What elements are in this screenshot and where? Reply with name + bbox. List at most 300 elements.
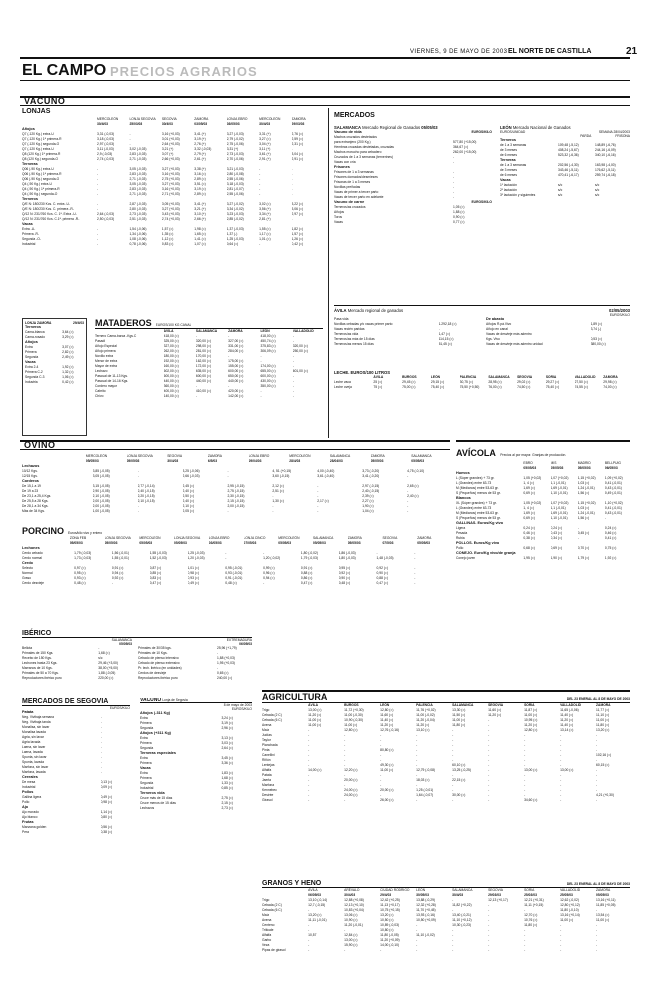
cell-value: - xyxy=(380,783,382,787)
cell-value: VALLADOLID xyxy=(560,888,581,892)
cell-value: 1,55 (-0,01) xyxy=(111,556,129,560)
cell-value: 1,41 (=) xyxy=(194,237,206,241)
cell-value: 2,75 (+0,03) xyxy=(161,177,180,181)
cell-value: 74,50 (=) xyxy=(517,385,531,389)
cell-value: - xyxy=(596,773,598,777)
cell-value: - xyxy=(137,509,139,513)
cell-value: 11,00 (-0,02) xyxy=(416,713,435,717)
cell-value: 10,30 (-0,23) xyxy=(452,923,471,927)
cell-value: 05/05/03 xyxy=(312,541,326,545)
cell-value: 1,69 (-0,01) xyxy=(550,511,568,515)
cell-value: 2,81 (-0,07) xyxy=(226,187,244,191)
cell-value: - xyxy=(100,755,102,759)
row-label: Vacas xyxy=(334,220,343,224)
cell-value: 0,45 (=) xyxy=(577,531,590,535)
zamora-title: LONJA ZAMORA xyxy=(25,321,52,325)
cell-value: - xyxy=(596,943,598,947)
cell-value: 1.292,18 (=) xyxy=(438,322,457,326)
row-label: Ajo morado xyxy=(22,810,39,814)
row-label: Hembras cruzadas destetadas, cruzadas xyxy=(334,145,394,149)
cell-value: 0,69 (=) xyxy=(523,516,535,520)
cell-value: LEÓN xyxy=(416,888,426,892)
cell-value: - xyxy=(260,394,262,398)
cell-value: - xyxy=(488,748,490,752)
cell-value: - xyxy=(263,581,265,585)
row-label: Q06 (-90 Kg.) segunda-O xyxy=(22,177,60,181)
cell-value: MIS xyxy=(550,461,557,465)
group-label: Terneros xyxy=(500,138,516,142)
row-label: Primales de 30/35 kgs. xyxy=(138,646,172,650)
cell-value: - xyxy=(416,748,418,752)
row-label: Ligera xyxy=(456,526,466,530)
cell-value: BURGOS xyxy=(344,703,359,707)
cell-value: 0,41 (-0,01) xyxy=(604,506,622,510)
cell-value: 2,27 (=) xyxy=(362,499,374,503)
table-row xyxy=(22,242,322,247)
cell-value: - xyxy=(317,494,319,498)
cell-value: 1,25 (-0,03) xyxy=(226,237,244,241)
leon-vacas-title: Vacas xyxy=(500,178,511,182)
avila-rows xyxy=(334,317,478,347)
cell-value: 2,10 (=) xyxy=(182,504,194,508)
cell-value: 1,25 (-0,01) xyxy=(416,788,434,792)
cell-value: 0,43 (-0,01) xyxy=(604,486,622,490)
cell-value: 2,50 (-0,03) xyxy=(97,217,115,221)
cell-value: 05/05/03 xyxy=(278,541,292,545)
row-label: Reproductores ibérico puro xyxy=(138,676,178,680)
cell-value: 2,80 (-0,03) xyxy=(129,207,147,211)
cell-value: 320,00 (=) xyxy=(292,344,308,348)
zamora-date: 29/4/03 xyxy=(73,321,84,325)
row-label: Avena xyxy=(262,723,272,727)
cell-value: 3,07 (=) xyxy=(62,345,74,349)
cell-value: - xyxy=(524,938,526,942)
cell-value: 2,10 (-0,05) xyxy=(92,494,110,498)
row-label: de 6 meses xyxy=(500,153,518,157)
cell-value: - xyxy=(344,753,346,757)
cell-value: 2,66 (-0,03) xyxy=(182,474,200,478)
cell-value: 13,20 (=) xyxy=(596,728,610,732)
cell-value: 3,05 (-0,05) xyxy=(92,474,110,478)
cell-value: 18,03 (=) xyxy=(416,778,430,782)
cell-value: 1,17 (=) xyxy=(259,232,271,236)
cell-value: PALENCIA xyxy=(459,375,477,379)
row-label: Planchada xyxy=(262,743,278,747)
cell-value: 2,40 (-0,15) xyxy=(362,489,380,493)
cell-value: - xyxy=(291,147,293,151)
table-row xyxy=(334,342,478,347)
cell-value: 1,95 (=) xyxy=(523,556,535,560)
cell-value: 3,41 (-0,20) xyxy=(362,474,380,478)
cell-value: 2,50 (=) xyxy=(182,494,194,498)
table-row xyxy=(22,509,450,514)
cell-value: - xyxy=(453,155,455,159)
row-label: Gallina ligera xyxy=(22,795,42,799)
cell-value: - xyxy=(452,743,454,747)
cell-value: 3,29 (=) xyxy=(62,335,74,339)
cell-value: 11,13 (+0,17) xyxy=(380,903,400,907)
row-label: Q/E N: 180/230 Kcs. C. primera -R- xyxy=(22,207,74,211)
cell-value: 440,00 (=) xyxy=(195,379,212,383)
cell-value: - xyxy=(453,160,455,164)
cell-value: 4,75 (-0,10) xyxy=(407,469,425,473)
row-label: Pascual de 11-13 Kgs. xyxy=(95,374,128,378)
cell-value: ZAMORA xyxy=(228,329,243,333)
row-label: Cerdo cebado xyxy=(22,551,43,555)
group-label: CONEJO. Euro/Kg vivo/de granja xyxy=(456,551,516,555)
row-label: Novillas preñadas xyxy=(334,185,361,189)
cell-value: - xyxy=(560,748,562,752)
cell-value: 600,00 (=) xyxy=(163,374,179,378)
cell-value: - xyxy=(488,788,490,792)
cell-value: 2,64 (+0,03) xyxy=(161,142,180,146)
cell-value: 1,01 (=) xyxy=(259,237,271,241)
cell-value: - xyxy=(292,374,294,378)
cell-value: 30/4/03 xyxy=(259,122,271,126)
cell-value: 350,00 (=) xyxy=(260,384,276,388)
cell-value: SEGOVIA xyxy=(488,703,504,707)
salamanca-unit: EUROS/KILO xyxy=(471,130,492,134)
cell-value: 1,00 (-0,05) xyxy=(92,509,110,513)
cell-value: 29/03/03 xyxy=(291,122,305,126)
cell-value: 3,01 (+0,03) xyxy=(161,137,180,141)
cell-value: - xyxy=(560,763,562,767)
row-label: Graso xyxy=(22,576,31,580)
cell-value: 29,98 (=) xyxy=(603,380,617,384)
cell-value: 03/05/03 xyxy=(208,541,222,545)
cell-value: 1,88 (-0,05) xyxy=(98,671,116,675)
cell-value: - xyxy=(380,738,382,742)
cell-value: - xyxy=(452,938,454,942)
row-label: Laena, sin lavar xyxy=(22,745,46,749)
cell-value: 0,99 (=) xyxy=(263,566,275,570)
leche-title: LECHE. EUROS/100 LITROS xyxy=(334,370,391,375)
row-label: Q/12 N: 231/760 Kcs. C.1ª. primera -R- xyxy=(22,217,80,221)
cell-value: - xyxy=(129,142,131,146)
row-label: Extra xyxy=(25,345,33,349)
row-label: Conejo joven xyxy=(456,556,476,560)
cell-value: - xyxy=(596,778,598,782)
row-label: Primera xyxy=(140,721,152,725)
leon-vacas-rows xyxy=(500,183,630,198)
cell-value: 2,61 (+) xyxy=(194,157,206,161)
masthead-paper: EL NORTE DE CASTILLA xyxy=(508,48,592,55)
cell-value: 2,51 (-0,03) xyxy=(129,217,147,221)
cell-value: 2,55 (-0,06) xyxy=(226,177,244,181)
table-row xyxy=(456,491,630,496)
cell-value: 30,75 (=) xyxy=(459,380,473,384)
cell-value: - xyxy=(259,177,261,181)
cell-value: - xyxy=(596,738,598,742)
row-label: Pascual de 14-16 Kgs. xyxy=(95,379,129,383)
row-label: Recebo de 150 Kgs. xyxy=(22,656,52,660)
cell-value: 0,47 (=) xyxy=(376,581,388,585)
row-label: Ternero Cama-barca -Kgs.C xyxy=(95,334,137,338)
cell-value: 13,14 (=) xyxy=(560,728,574,732)
cell-value: 2,20 (-0,15) xyxy=(137,494,155,498)
row-label: S (Pequeños) menos de 53 gr. xyxy=(456,516,501,520)
cell-value: 176,62 (-5,11) xyxy=(595,168,616,172)
cell-value: 30/4/03 xyxy=(97,122,109,126)
cell-value: - xyxy=(414,556,416,560)
avila-title: ÁVILA xyxy=(334,308,347,313)
salamanca-subtitle: Mercado Regional de Ganados xyxy=(362,125,421,130)
cell-value: 0,94 (=) xyxy=(263,576,275,580)
cell-value: 1,20 (-0,02) xyxy=(263,556,281,560)
cell-value: 1,10 (+0,02) xyxy=(604,501,623,505)
row-label: Vacas recién paridas xyxy=(334,327,365,331)
cell-value: s/c xyxy=(595,193,600,197)
cell-value: - xyxy=(308,783,310,787)
row-label: Cruce más de 15 días xyxy=(140,796,173,800)
cell-value: 1,65 (=) xyxy=(194,232,206,236)
cell-value: - xyxy=(596,768,598,772)
cell-value: - xyxy=(488,908,490,912)
avicola-title: AVÍCOLA xyxy=(456,448,496,458)
cell-value: 11,20 (-0,04) xyxy=(416,718,435,722)
cell-value: 1,26 (=) xyxy=(291,237,304,241)
cell-value: MADRID xyxy=(577,461,591,465)
cell-value: - xyxy=(344,748,346,752)
row-label: Q7 (-120 Kg.) 1ª primera-R xyxy=(22,137,62,141)
cell-value: 3,06 (=) xyxy=(291,207,304,211)
cell-value: - xyxy=(453,175,455,179)
cell-value: - xyxy=(488,923,490,927)
row-label: Trigo xyxy=(262,708,270,712)
cell-value: - xyxy=(524,748,526,752)
cell-value: - xyxy=(100,735,102,739)
cell-value: 3,16 (+0,03) xyxy=(161,187,180,191)
row-label: Añojo primera xyxy=(95,349,116,353)
row-label: Extra xyxy=(140,771,148,775)
cell-value: 24,00 (=) xyxy=(344,788,358,792)
cell-value: - xyxy=(453,170,455,174)
row-label: de 3 meses xyxy=(500,148,518,152)
cell-value: 0,46 (=) xyxy=(604,531,617,535)
cell-value: LONJA EBRO xyxy=(208,536,230,540)
row-label: Extra xyxy=(140,736,148,740)
cell-value: 10,50 (+0,09) xyxy=(416,918,436,922)
cell-value: 29,02 (=) xyxy=(517,380,531,384)
cell-value: - xyxy=(488,798,490,802)
cell-value: 220,00 (=) xyxy=(98,676,114,680)
cell-value: - xyxy=(97,187,99,191)
cell-value: LONJA SEGOVIA xyxy=(174,536,201,540)
table-row xyxy=(95,394,323,399)
table-row xyxy=(22,785,130,790)
cell-value: 1,07 (+0,02) xyxy=(550,476,569,480)
vacuno-lonjas-table xyxy=(22,117,322,247)
cell-value: 440,00 (=) xyxy=(228,379,244,383)
cell-value: VALLADOLID xyxy=(560,703,582,707)
cell-value: - xyxy=(596,938,598,942)
vacuno-segovia-title: VACUNO xyxy=(140,698,162,702)
group-label: GALLINAS. Euros/Kg vivo xyxy=(456,521,504,525)
cell-value: - xyxy=(488,933,490,937)
cell-value: 298,00 (=) xyxy=(195,344,212,348)
row-label: Cerdos de desvieje xyxy=(138,671,167,675)
cell-value: 24,00 (=) xyxy=(344,793,358,797)
cell-value: 3,19 (=) xyxy=(194,187,206,191)
cell-value: MERCOLEÓN xyxy=(278,536,300,540)
cell-value: - xyxy=(596,743,598,747)
cell-value: 11,20 (=) xyxy=(308,713,322,717)
group-label: Vacas xyxy=(25,360,36,364)
cell-value: - xyxy=(259,172,261,176)
cell-value: 0,41 (-0,01) xyxy=(604,481,622,485)
porcino-section xyxy=(22,526,450,586)
group-label: Pollos xyxy=(22,790,34,794)
cell-value: 3,32 (-0,03) xyxy=(194,147,212,151)
row-label: Reproductores ibérico puro xyxy=(22,676,62,680)
cell-value: - xyxy=(560,933,562,937)
row-label: Marfona xyxy=(262,783,275,787)
cell-value: - xyxy=(308,733,310,737)
cell-value: - xyxy=(560,928,562,932)
cell-value: 577,80 (+15,00) xyxy=(453,140,477,144)
row-label: XL (Súper grandes) + 73 gr. xyxy=(456,501,497,505)
row-label: Cordero mayor xyxy=(95,384,117,388)
row-label: 12/15 Kgs. xyxy=(22,474,38,478)
cell-value: 12,80 (=) xyxy=(524,728,538,732)
cell-value: 155,00 (=) xyxy=(228,364,244,368)
cell-value: - xyxy=(228,384,230,388)
cell-value: 1,34 (-0,06) xyxy=(129,232,147,236)
cell-value: - xyxy=(308,938,310,942)
cell-value: 430,00 (=) xyxy=(260,379,276,383)
cell-value: 0,98 (=) xyxy=(187,571,199,575)
cell-value: 11,87 (=) xyxy=(524,708,538,712)
cell-value: 2,81 (+) xyxy=(259,217,271,221)
cell-value: 13,25 (-0,25) xyxy=(452,768,471,772)
row-label: Garbo xyxy=(262,938,272,942)
cell-value: - xyxy=(260,389,262,393)
row-label: Pollo xyxy=(22,800,30,804)
cell-value: 3,43 (+0,03) xyxy=(161,212,180,216)
cell-value: 600,00 (=) xyxy=(195,374,212,378)
cell-value: 170,00 (=) xyxy=(195,354,212,358)
cell-value: 2,89 (=) xyxy=(194,192,206,196)
cell-value: LEÓN xyxy=(260,329,270,333)
row-label: Terneros/as más de 15 días xyxy=(334,337,375,341)
cell-value: 13,20 (=) xyxy=(380,913,394,917)
cell-value: - xyxy=(560,753,562,757)
cell-value: 2,97 (-0,03) xyxy=(97,142,115,146)
leon-title: LEÓN xyxy=(500,125,512,130)
row-label: Lechazo xyxy=(95,369,108,373)
cell-value: 2,00 (-0,15) xyxy=(227,504,245,508)
cell-value: 1,88 (=) xyxy=(453,210,465,214)
cell-value: - xyxy=(291,182,293,186)
row-label: Pasadi xyxy=(95,339,106,343)
cell-value: - xyxy=(524,778,526,782)
cell-value: 1,89 (=) xyxy=(590,322,603,326)
cell-value: 2,87 (-0,03) xyxy=(129,202,147,206)
group-label: Patata xyxy=(22,710,34,714)
iberico-right-rows xyxy=(138,646,252,681)
row-label: 10/12 Kgs. xyxy=(22,469,38,473)
cell-value: 0,95 (-0,01) xyxy=(225,566,243,570)
cell-value: 26,00 (=) xyxy=(380,798,394,802)
cell-value: - xyxy=(292,359,294,363)
cell-value: 655,00 (=) xyxy=(260,369,276,373)
cell-value: 03/05/03 xyxy=(226,122,240,126)
cell-value: - xyxy=(416,743,418,747)
row-label: Añojos R.pá.Vivo xyxy=(486,322,512,326)
cell-value: - xyxy=(416,763,418,767)
cell-value: - xyxy=(524,943,526,947)
cell-value: - xyxy=(488,783,490,787)
row-label: Rubia xyxy=(456,536,465,540)
cell-value: - xyxy=(488,728,490,732)
cell-value: 3,64 (=) xyxy=(62,330,74,334)
cell-value: - xyxy=(560,778,562,782)
cell-value: - xyxy=(195,394,197,398)
cell-value: 29,45 (=) xyxy=(402,380,416,384)
cell-value: 440,00 (=) xyxy=(163,379,179,383)
cell-value: - xyxy=(227,469,229,473)
cell-value: 0,90 (=) xyxy=(376,571,388,575)
cell-value: 1,90 (=) xyxy=(362,504,374,508)
cell-value: 3,61 (-0,40) xyxy=(317,474,335,478)
cell-value: 3,38 (+) xyxy=(194,167,206,171)
cell-value: - xyxy=(344,783,346,787)
leche-rows xyxy=(334,375,630,390)
cell-value: - xyxy=(308,748,310,752)
row-label: Q8 (120 Kg.) segunda-O xyxy=(22,157,59,161)
row-label: Marranos de 10 Kgs. xyxy=(22,666,53,670)
cell-value: 0,41 (=) xyxy=(604,536,617,540)
cell-value: - xyxy=(524,733,526,737)
cell-value: 0,75 (=) xyxy=(604,546,617,550)
cell-value: 1,48 (-0,03) xyxy=(376,556,394,560)
mataderos-subtitle: EUROS/100 KG CANAL xyxy=(155,323,192,327)
cell-value: 10,80 (=) xyxy=(380,928,394,932)
cell-value: - xyxy=(291,192,293,196)
cell-value: 0,38 (=) xyxy=(523,536,535,540)
cell-value: 13,10 (=) xyxy=(416,728,430,732)
cell-value: 05/05/03 xyxy=(104,541,118,545)
group-label: Terneras xyxy=(500,158,516,162)
cell-value: - xyxy=(416,783,418,787)
cell-value: 343,46 (-5,11) xyxy=(558,168,579,172)
group-label: Ajo xyxy=(22,805,29,809)
row-label: Lechazos xyxy=(140,806,155,810)
cell-value: - xyxy=(524,948,526,952)
cell-value: 06/05/03 xyxy=(604,466,618,470)
cell-value: 11,11 (-0,01) xyxy=(308,918,327,922)
cell-value: - xyxy=(292,334,294,338)
cell-value: 74,00 (=) xyxy=(603,385,617,389)
cell-value: 1,83 (=) xyxy=(221,771,233,775)
cell-value: 75,00 (=) xyxy=(402,385,416,389)
cell-value: 1,56 (-0,01) xyxy=(111,551,129,555)
cell-value: 3,34 (-0,02) xyxy=(226,207,244,211)
row-label: Maíz xyxy=(262,913,270,917)
row-label: Lentejas xyxy=(262,763,275,767)
cell-value: - xyxy=(97,182,99,186)
cell-value: 10,90 (-0,30) xyxy=(344,718,364,722)
cell-value: 14,00 (=) xyxy=(308,768,322,772)
cell-value: - xyxy=(217,651,219,655)
cell-value: - xyxy=(228,334,230,338)
cell-value: 0,65 (=) xyxy=(217,671,229,675)
vacuno-segovia-unit: EUROS/KILO xyxy=(231,707,252,711)
cell-value: 0,68 (=) xyxy=(523,546,535,550)
cell-value: 0,38 (=) xyxy=(100,830,113,834)
cell-value: 2,71 (+0,03) xyxy=(161,192,180,196)
cell-value: - xyxy=(292,394,294,398)
